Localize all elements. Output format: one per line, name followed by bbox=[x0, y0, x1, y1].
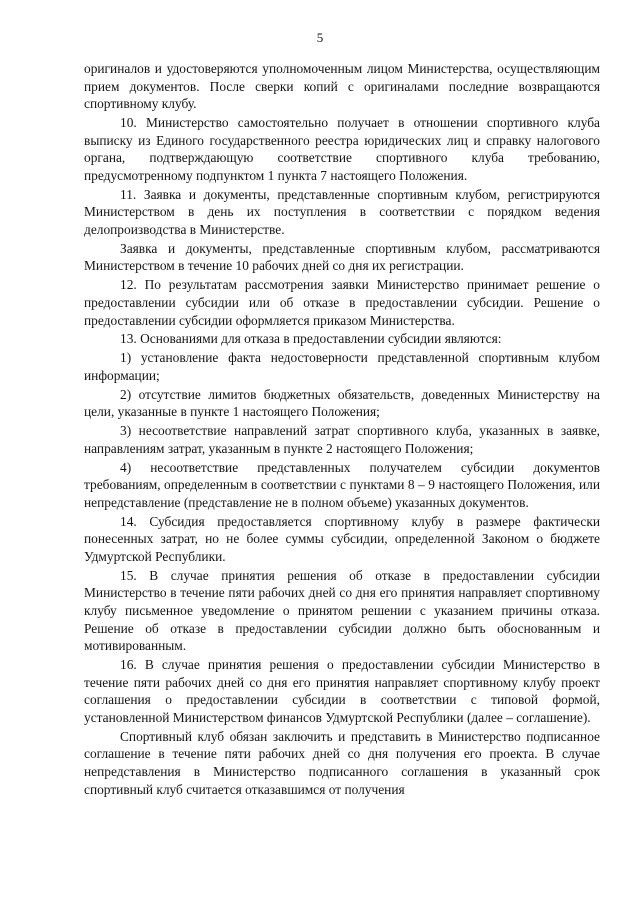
paragraph-13-item-2: 2) отсутствие лимитов бюджетных обязательств, доведенных Министерству на цели, указанные в пункте 1 настоящего Положения; bbox=[84, 386, 600, 420]
paragraph-16-agreement: Спортивный клуб обязан заключить и представить в Министерство подписанное соглашение в течение пяти рабочих дней со дня получения его проекта. В случае непредставления в Министерство подписанного соглашения в указанный срок спортивный клуб считается отказавшимся от получения bbox=[84, 728, 600, 797]
paragraph-16: 16. В случае принятия решения о предоставлении субсидии Министерство в течение пяти рабочих дней со дня его принятия направляет спортивному клубу проект соглашения о предоставлении субсидии в соответствии с типовой формой, установленной Министерством финансов Удмуртской Республики (далее – соглашение). bbox=[84, 657, 600, 725]
paragraph-12: 12. По результатам рассмотрения заявки Министерство принимает решение о предоставлении субсидии или об отказе в предоставлении субсидии. Решение о предоставлении субсидии оформляется приказом Министерства. bbox=[84, 277, 600, 328]
paragraph-11: 11. Заявка и документы, представленные спортивным клубом, регистрируются Министерством в день их поступления в соответствии с порядком ведения делопроизводства в Министерстве. bbox=[84, 186, 600, 237]
paragraph-13-item-3: 3) несоответствие направлений затрат спортивного клуба, указанных в заявке, направлениям затрат, указанным в пункте 2 настоящего Положения; bbox=[84, 423, 600, 456]
paragraph-10: 10. Министерство самостоятельно получает в отношении спортивного клуба выписку из Единого государственного реестра юридических лиц и справку налогового органа, подтверждающую соответствие спортивного клуба требованию, предусмотренному подпунктом 1 пункта 7 настоящего Положения. bbox=[84, 115, 600, 183]
paragraph-14: 14. Субсидия предоставляется спортивному клубу в размере фактически понесенных затрат, но не более суммы субсидии, определенной Законом о бюджете Удмуртской Республики. bbox=[84, 513, 600, 564]
paragraph-15: 15. В случае принятия решения об отказе в предоставлении субсидии Министерство в течение пяти рабочих дней со дня его принятия направляет спортивному клубу письменное уведомление о принятом решении с указанием причины отказа. Решение об отказе в предоставлении субсидии должно быть обоснованным и мотивированным. bbox=[84, 567, 600, 654]
paragraph-11-review: Заявка и документы, представленные спортивным клубом, рассматриваются Министерством в течение 10 рабочих дней со дня их регистрации. bbox=[84, 240, 600, 274]
paragraph-13-item-4: 4) несоответствие представленных получателем субсидии документов требованиям, определенным в соответствии с пунктами 8 – 9 настоящего Положения, или непредставление (представление не в полном объеме) указанных документов. bbox=[84, 459, 600, 510]
document-body bbox=[84, 60, 600, 800]
paragraph-continuation: оригиналов и удостоверяются уполномоченным лицом Министерства, осуществляющим прием документов. После сверки копий с оригиналами последние возвращаются спортивному клубу. bbox=[84, 61, 600, 112]
paragraph-13-item-1: 1) установление факта недостоверности представленной спортивным клубом информации; bbox=[84, 350, 600, 383]
paragraph-13: 13. Основаниями для отказа в предоставлении субсидии являются: bbox=[120, 331, 502, 347]
page-number: 5 bbox=[316, 30, 324, 45]
